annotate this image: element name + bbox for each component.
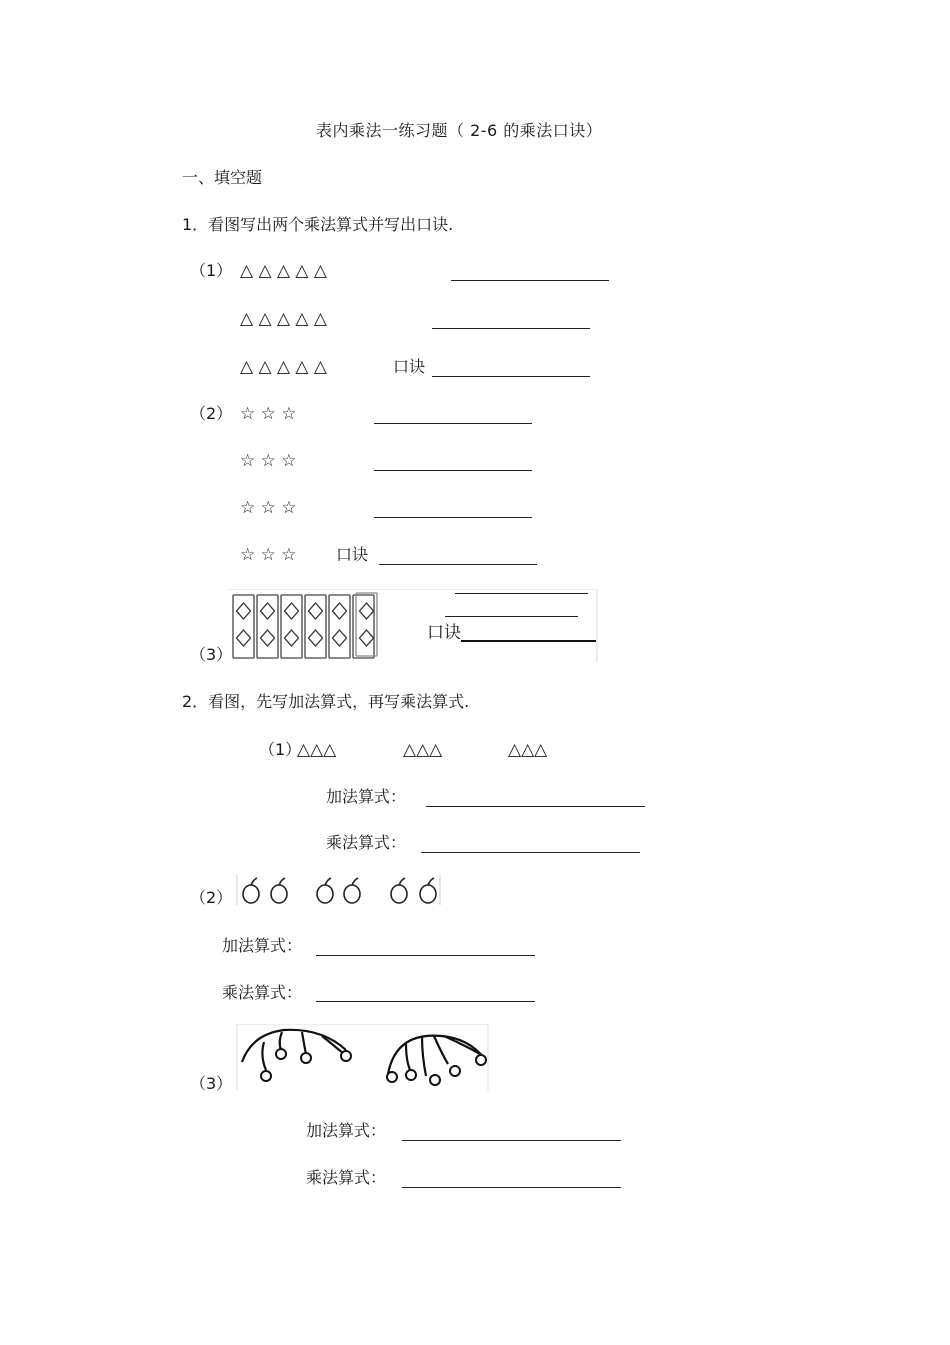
q1-part2-blank-1[interactable] [374,423,532,424]
q1-part2-koujue-label: 口诀 [336,545,369,564]
q1-part2-row1: ☆ ☆ ☆ [240,404,297,424]
q1-part1-row3: △ △ △ △ △ [240,357,327,377]
q2-part3-mul-blank[interactable] [402,1187,621,1188]
diamond-columns-figure [228,589,598,662]
q1-part1-koujue-blank[interactable] [432,376,590,377]
q1-part1-row1: △ △ △ △ △ [240,261,327,281]
q1-part3-koujue-label: 口诀 [427,623,461,643]
q1-part1-row2: △ △ △ △ △ [240,309,327,329]
page-title: 表内乘法一练习题（ 2-6 的乘法口诀） [316,121,603,140]
q1-part3-blank-1[interactable] [455,593,588,594]
q2-part2-add-blank[interactable] [316,955,535,956]
q2-part2-mul-label: 乘法算式： [222,983,303,1002]
q1-part2-row2: ☆ ☆ ☆ [240,451,297,471]
q2-part1-label: （1） [259,740,302,759]
balloon-bunches-figure [236,1024,489,1090]
q1-part1-koujue-label: 口诀 [393,357,426,376]
q2-part1-add-blank[interactable] [426,806,645,807]
question-1-prompt: 1．看图写出两个乘法算式并写出口诀. [182,215,454,234]
q1-part3-label: （3） [190,645,233,664]
q1-part1-label: （1） [190,261,233,280]
q2-part3-label: （3） [190,1074,233,1093]
q1-part2-blank-3[interactable] [374,517,532,518]
q1-part2-blank-2[interactable] [374,470,532,471]
q1-part3-koujue-blank[interactable] [461,640,596,642]
q1-part1-blank-1[interactable] [451,280,609,281]
q2-part1-group-2: △△△ [403,740,443,760]
q1-part1-blank-2[interactable] [432,328,590,329]
q1-part2-label: （2） [190,404,233,423]
q2-part3-mul-label: 乘法算式： [306,1168,387,1187]
q2-part2-mul-blank[interactable] [316,1001,535,1002]
q2-part3-add-blank[interactable] [402,1140,621,1141]
section-heading: 一、填空题 [182,168,263,187]
q2-part1-group-3: △△△ [508,740,548,760]
q2-part2-label: （2） [190,888,233,907]
q2-part1-mul-blank[interactable] [421,852,640,853]
q1-part2-row3: ☆ ☆ ☆ [240,498,297,518]
q1-part2-row4: ☆ ☆ ☆ [240,545,297,565]
apples-figure [236,875,442,907]
q2-part1-mul-label: 乘法算式： [326,833,407,852]
question-2-prompt: 2．看图，先写加法算式，再写乘法算式. [182,692,470,711]
q2-part1-group-1: △△△ [297,740,337,760]
q1-part2-koujue-blank[interactable] [379,564,537,565]
q2-part3-add-label: 加法算式： [306,1121,387,1140]
q2-part2-add-label: 加法算式： [222,936,303,955]
q2-part1-add-label: 加法算式： [326,787,407,806]
q1-part3-blank-2[interactable] [445,616,578,617]
